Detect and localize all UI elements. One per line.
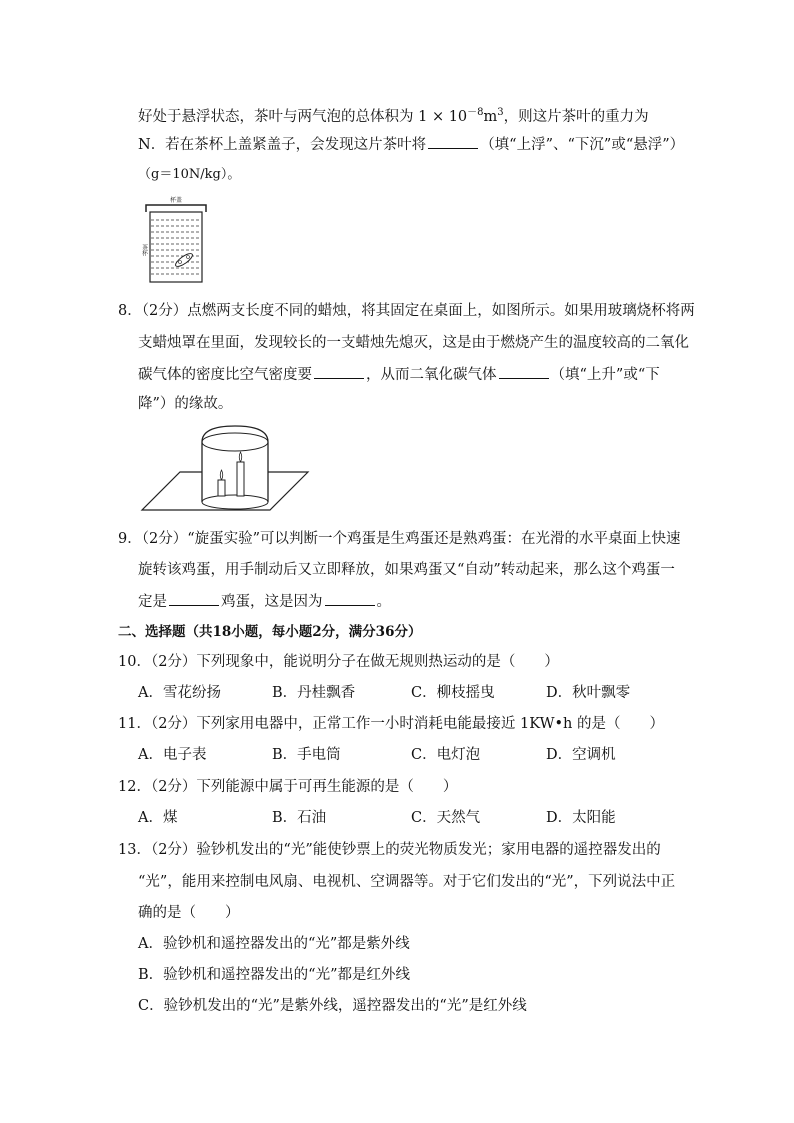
- q9-line-1: 9．（2分）“旋蛋实验”可以判断一个鸡蛋是生鸡蛋还是熟鸡蛋：在光滑的水平桌面上快速: [118, 531, 681, 547]
- option-a[interactable]: A．电子表: [138, 747, 207, 763]
- q8-line-2: 支蜡烛罩在里面，发现较长的一支蜡烛先熄灭，这是由于燃烧产生的温度较高的二氧化: [138, 335, 689, 351]
- q7-text: N．若在茶杯上盖紧盖子，会发现这片茶叶将: [138, 137, 427, 153]
- q13-option-b[interactable]: B．验钞机和遥控器发出的“光”都是红外线: [138, 967, 410, 983]
- q13-option-a[interactable]: A．验钞机和遥控器发出的“光”都是紫外线: [138, 936, 410, 952]
- q7-text: （填“上浮”、“下沉”或“悬浮”）: [480, 137, 685, 153]
- cup-label: 茶杯: [140, 244, 148, 256]
- option-d[interactable]: D．太阳能: [546, 810, 616, 826]
- option-c[interactable]: C．电灯泡: [411, 747, 481, 763]
- option-d[interactable]: D．秋叶飘零: [546, 685, 631, 701]
- short-candle: [218, 480, 225, 496]
- q9-line-3: 定是 鸡蛋，这是因为 。: [138, 591, 391, 612]
- option-c[interactable]: C．柳枝摇曳: [411, 685, 495, 701]
- q7-line-3: （g＝10N/kg）。: [138, 167, 241, 182]
- option-b[interactable]: B．手电筒: [272, 747, 341, 763]
- candle-beaker-figure: [140, 422, 310, 512]
- answer-blank[interactable]: [499, 364, 549, 379]
- answer-blank[interactable]: [428, 134, 478, 149]
- q8-line-4: 降”）的缘故。: [138, 396, 233, 412]
- teacup-figure: [136, 194, 216, 286]
- q7-unit-exponent: 3: [497, 107, 504, 118]
- q7-unit: m: [483, 108, 498, 125]
- q7-text: ，则这片茶叶的重力为: [503, 108, 649, 125]
- q13-line-3: 确的是（ ）: [138, 905, 240, 921]
- option-b[interactable]: B．石油: [272, 810, 327, 826]
- cup-lid: [146, 205, 206, 212]
- q7-exponent: －8: [467, 107, 484, 118]
- tea-leaf: [174, 251, 194, 268]
- q13-option-c[interactable]: C．验钞机发出的“光”是紫外线，遥控器发出的“光”是红外线: [138, 998, 527, 1014]
- q7-line-2: [138, 134, 684, 155]
- option-c[interactable]: C．天然气: [411, 810, 481, 826]
- lid-label: 杯盖: [169, 197, 183, 204]
- tall-candle-flame: [239, 452, 242, 462]
- option-a[interactable]: A．雪花纷扬: [138, 685, 221, 701]
- answer-blank[interactable]: [325, 591, 375, 606]
- glass-beaker: [202, 426, 268, 502]
- q13-line-2: “光”，能用来控制电风扇、电视机、空调器等。对于它们发出的“光”，下列说法中正: [138, 874, 676, 890]
- answer-blank[interactable]: [314, 364, 364, 379]
- q12-stem: 12．（2分）下列能源中属于可再生能源的是（ ）: [118, 779, 458, 795]
- q8-line-1: 8．（2分）点燃两支长度不同的蜡烛，将其固定在桌面上，如图所示。如果用玻璃烧杯将两: [118, 303, 695, 319]
- q13-line-1: 13．（2分）验钞机发出的“光”能使钞票上的荧光物质发光；家用电器的遥控器发出的: [118, 842, 661, 858]
- answer-blank[interactable]: [169, 591, 219, 606]
- q7-text: 好处于悬浮状态，茶叶与两气泡的总体积为 1 × 10: [138, 108, 468, 125]
- q9-line-2: 旋转该鸡蛋，用手制动后又立即释放，如果鸡蛋又“自动”转动起来，那么这个鸡蛋一: [138, 562, 675, 578]
- option-b[interactable]: B．丹桂飘香: [272, 685, 356, 701]
- q11-stem: 11．（2分）下列家用电器中，正常工作一小时消耗电能最接近 1KW•h 的是（ ）: [118, 716, 664, 732]
- option-a[interactable]: A．煤: [138, 810, 178, 826]
- section-heading: 二、选择题（共18小题，每小题2分，满分36分）: [118, 624, 422, 640]
- q10-stem: 10．（2分）下列现象中，能说明分子在做无规则热运动的是（ ）: [118, 654, 559, 670]
- q7-line-1: [138, 103, 663, 127]
- cup-body: [150, 212, 202, 282]
- q8-line-3: 碳气体的密度比空气密度要 ，从而二氧化碳气体 （填“上升”或“下: [138, 364, 660, 385]
- short-candle-flame: [220, 470, 223, 480]
- option-d[interactable]: D．空调机: [546, 747, 616, 763]
- tall-candle: [237, 462, 244, 496]
